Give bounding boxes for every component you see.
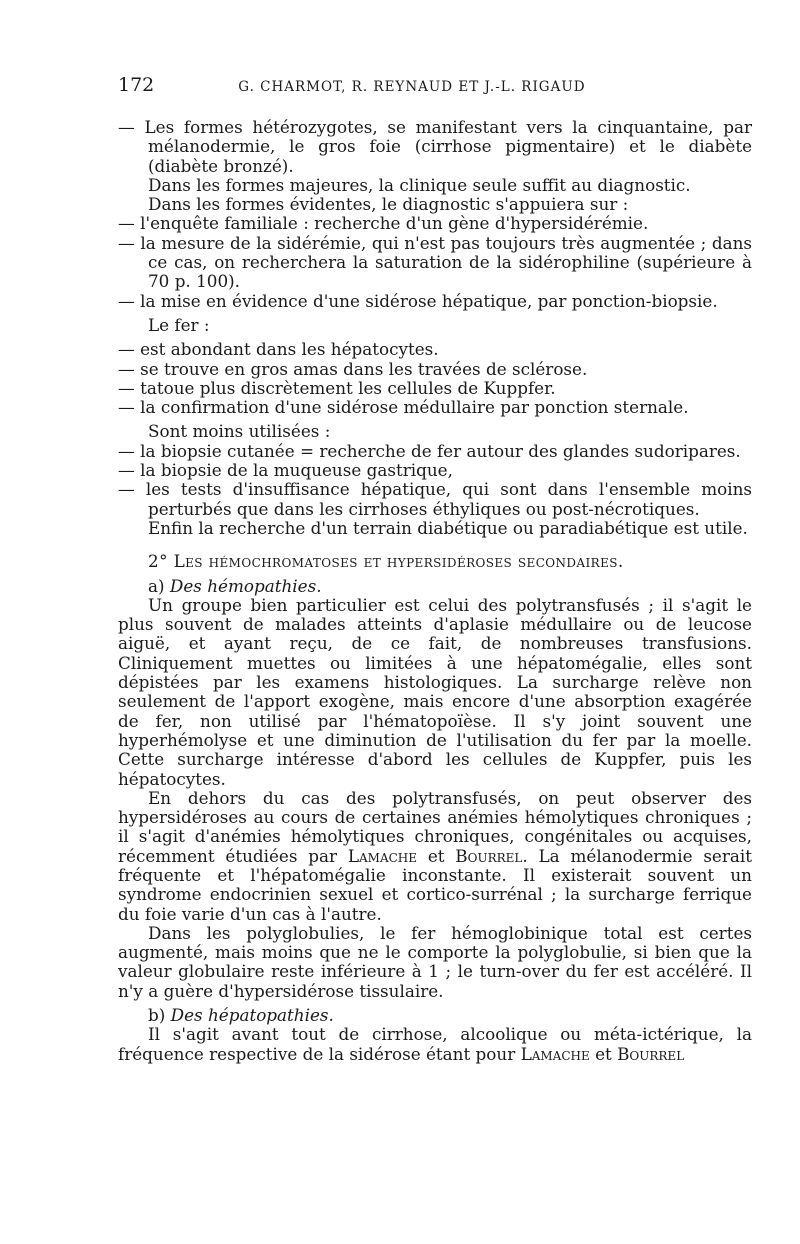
subsection-a-label: a) xyxy=(148,575,165,596)
author-lamache: Lamache xyxy=(520,1043,590,1064)
paragraph-b1-mid: et xyxy=(589,1043,618,1064)
subsection-a-title: Des hémopathies. xyxy=(169,575,322,596)
body-text xyxy=(118,118,752,1064)
list-item: — se trouve en gros amas dans les travées de sclérose. xyxy=(118,358,588,379)
page-number: 172 xyxy=(118,74,155,96)
list-item: — la confirmation d'une sidérose médullaire par ponction sternale. xyxy=(118,397,689,418)
page-header xyxy=(118,74,752,96)
list-item: — la biopsie de la muqueuse gastrique, xyxy=(118,460,453,481)
section-heading: 2° Les hémochromatoses et hypersidéroses secondaires. xyxy=(148,551,624,572)
paragraph: Sont moins utilisées : xyxy=(148,421,331,442)
subsection-b-title: Des hépatopathies. xyxy=(170,1005,334,1026)
paragraph-a2 xyxy=(118,789,752,924)
subsection-b-heading xyxy=(118,1006,752,1025)
subsection-b-label: b) xyxy=(148,1005,166,1026)
paragraph-a2-text: En dehors du cas des polytransfusés, on peut observer des hypersidéroses au cours de certaines anémies hémolytiques chroniques ; il s'agit d'anémies hémolytiques chroniques, congénitales ou acquises, récemment étudiées par xyxy=(118,787,752,866)
paragraph-list xyxy=(118,118,752,538)
paragraph-a3: Dans les polyglobulies, le fer hémoglobinique total est certes augmenté, mais moins que ne le comporte la polyglobulie, si bien que la valeur globulaire reste inférieure à 1 ; le turn-over du fer est accéléré. Il n'y a guère d'hypersidérose tissulaire. xyxy=(118,922,752,1001)
running-head: G. CHARMOT, R. REYNAUD ET J.-L. RIGAUD xyxy=(238,79,586,95)
list-item: — tatoue plus discrètement les cellules de Kuppfer. xyxy=(118,377,556,398)
author-bourrel: Bourrel xyxy=(455,845,523,866)
paragraph: Enfin la recherche d'un terrain diabétique ou paradiabétique est utile. xyxy=(148,517,748,538)
paragraph-b1-text: Il s'agit avant tout de cirrhose, alcoolique ou méta-ictérique, la fréquence respective de la sidérose étant pour xyxy=(118,1024,752,1064)
paragraph: Le fer : xyxy=(148,314,210,335)
paragraph-a2-mid: et xyxy=(417,845,456,866)
paragraph-a2-end: . La mélanodermie serait fréquente et l'hépatomégalie inconstante. Il existerait souvent un syndrome endocrinien sexuel et cortico-surrénal ; la surcharge ferrique du foie varie d'un cas à l'autre. xyxy=(118,845,752,924)
paragraph-b1 xyxy=(118,1025,752,1064)
list-item: — l'enquête familiale : recherche d'un gène d'hypersidérémie. xyxy=(118,213,649,234)
list-item: — la mise en évidence d'une sidérose hépatique, par ponction-biopsie. xyxy=(118,290,718,311)
paragraph-a1: Un groupe bien particulier est celui des polytransfusés ; il s'agit le plus souvent de malades atteints d'aplasie médullaire ou de leucose aiguë, et ayant reçu, de ce fait, de nombreuses transfusions. Cliniquement muettes ou limitées à une hépatomégalie, elles sont dépistées par les examens histologiques. La surcharge relève non seulement de l'apport exogène, mais encore d'une absorption exagérée de fer, non utilisé par l'hématopoïèse. Il s'y joint souvent une hyperhémolyse et une diminution de l'utilisation du fer par la moelle. Cette surcharge intéresse d'abord les cellules de Kuppfer, puis les hépatocytes. xyxy=(118,594,752,789)
subsection-a-heading xyxy=(118,577,752,596)
list-item: — la biopsie cutanée = recherche de fer autour des glandes sudoripares. xyxy=(118,440,741,461)
list-item: — est abondant dans les hépatocytes. xyxy=(118,339,439,360)
paragraph: Dans les formes évidentes, le diagnostic s'appuiera sur : xyxy=(148,194,629,215)
author-lamache: Lamache xyxy=(347,845,418,866)
list-item: — Les formes hétérozygotes, se manifestant vers la cinquantaine, par mélanodermie, le gros foie (cirrhose pigmentaire) et le diabète (diabète bronzé). xyxy=(118,117,752,176)
list-item: — les tests d'insuffisance hépatique, qui sont dans l'ensemble moins perturbés que dans les cirrhoses éthyliques ou post-nécrotiques. xyxy=(118,479,752,519)
author-bourrel: Bourrel xyxy=(617,1043,685,1064)
paragraph: Dans les formes majeures, la clinique seule suffit au diagnostic. xyxy=(148,174,691,195)
list-item: — la mesure de la sidérémie, qui n'est pas toujours très augmentée ; dans ce cas, on recherchera la saturation de la sidérophiline (supérieure à 70 p. 100). xyxy=(118,232,752,292)
